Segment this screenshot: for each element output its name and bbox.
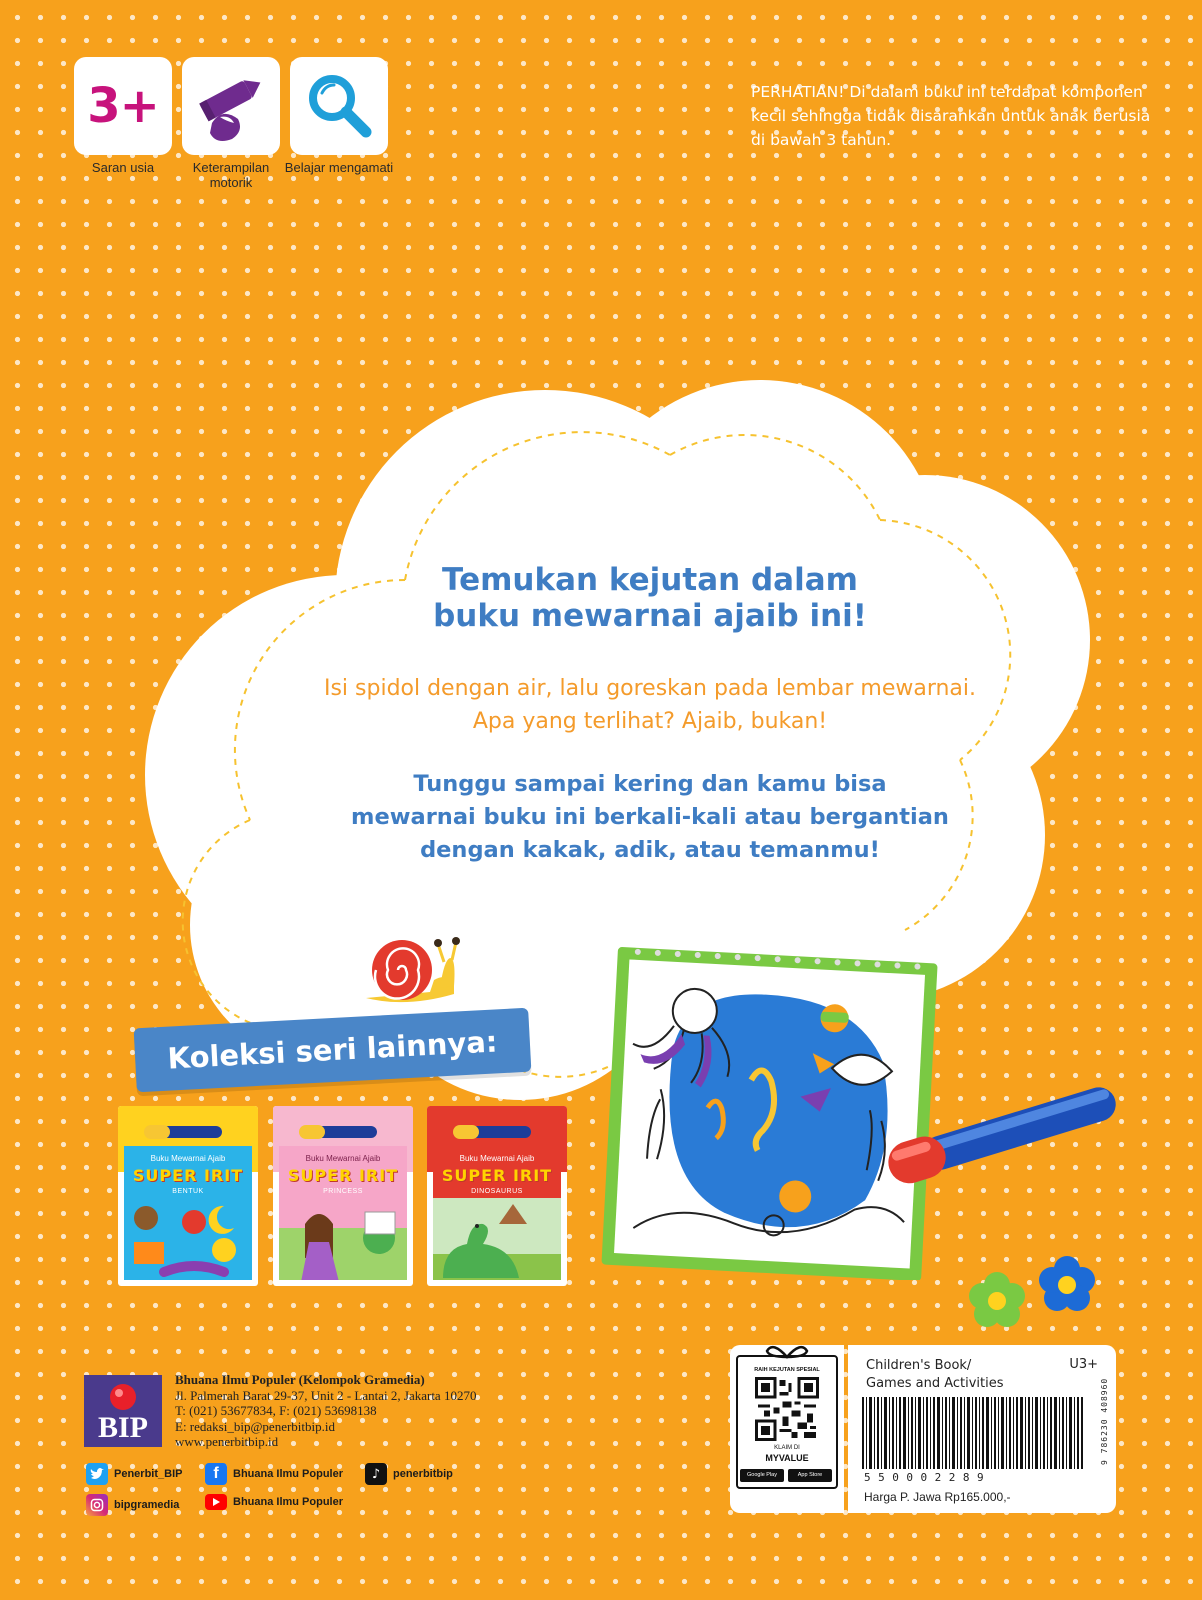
water-pen-icon: [880, 1078, 1130, 1188]
book-cover: [124, 1146, 252, 1280]
snail-illustration: [360, 930, 470, 1010]
book-subtitle: PRINCESS: [323, 1188, 363, 1195]
google-play-badge[interactable]: Google Play: [740, 1469, 784, 1482]
book-title: SUPER IRIT: [287, 1166, 399, 1185]
social-instagram[interactable]: [86, 1494, 179, 1516]
publisher-phone: T: (021) 53677834, F: (021) 53698138: [175, 1403, 377, 1418]
age-rating: U3+: [1069, 1357, 1098, 1372]
publisher-info: [175, 1372, 476, 1450]
social-youtube[interactable]: [205, 1494, 343, 1510]
pen-icon: [451, 1123, 535, 1141]
book-illustration: [279, 1198, 407, 1280]
flowers-illustration: [955, 1255, 1105, 1335]
instagram-icon: [86, 1494, 108, 1516]
book-subtitle: BENTUK: [172, 1188, 204, 1195]
publisher-address: Jl. Palmerah Barat 29-37, Unit 2 - Lantai 2, Jakarta 10270: [175, 1387, 477, 1403]
book-illustration: [433, 1198, 561, 1280]
book-cover: [279, 1146, 407, 1280]
book-series: Buku Mewarnai Ajaib: [459, 1154, 535, 1163]
pen-icon: [297, 1123, 381, 1141]
instruction-text: [300, 672, 1000, 738]
social-twitter[interactable]: [86, 1463, 182, 1485]
pen-icon: [142, 1123, 226, 1141]
price-text: Harga P. Jawa Rp165.000,-: [864, 1490, 1011, 1504]
book-thumb-bentuk[interactable]: [118, 1106, 258, 1286]
book-thumb-princess[interactable]: [273, 1106, 413, 1286]
book-category-line-1: Children's Book/: [866, 1358, 972, 1373]
qr-code-icon[interactable]: [755, 1377, 819, 1441]
barcode-panel: [848, 1345, 1116, 1513]
reuse-line-2: mewarnai buku ini berkali-kali atau bergantian: [351, 804, 949, 830]
qr-panel: [730, 1345, 844, 1513]
publisher-logo: [84, 1375, 162, 1447]
book-series: Buku Mewarnai Ajaib: [150, 1154, 226, 1163]
observe-badge-label: Belajar mengamati: [284, 160, 394, 175]
book-category-line-2: Games and Activities: [866, 1376, 1004, 1391]
publisher-email: E: redaksi_bip@penerbitbip.id: [175, 1418, 335, 1434]
book-title: SUPER IRIT: [132, 1166, 244, 1185]
headline-line-2: buku mewarnai ajaib ini!: [433, 598, 867, 634]
barcode-digits: 550002289: [864, 1471, 992, 1484]
warning-text: PERHATIAN! Di dalam buku ini terdapat komponen kecil sehingga tidak disarankan untuk anak berusia di bawah 3 tahun.: [751, 83, 1151, 149]
reuse-line-3: dengan kakak, adik, atau temanmu!: [420, 837, 880, 863]
book-title: SUPER IRIT: [441, 1166, 553, 1185]
book-illustration: [124, 1198, 252, 1280]
barcode-icon: [862, 1397, 1084, 1469]
gift-bow-icon: [760, 1343, 814, 1361]
social-tiktok[interactable]: [365, 1463, 453, 1485]
facebook-icon: f: [205, 1463, 227, 1485]
motor-badge-label: Keterampilan motorik: [192, 160, 270, 190]
bip-logo-text: BIP: [97, 1411, 148, 1444]
reuse-line-1: Tunggu sampai kering dan kamu bisa: [413, 771, 887, 797]
facebook-handle: Bhuana Ilmu Populer: [233, 1468, 344, 1480]
youtube-icon: [205, 1494, 227, 1510]
koleksi-banner: Koleksi seri lainnya:: [134, 1008, 532, 1093]
book-thumb-dinosaurus[interactable]: [427, 1106, 567, 1286]
instagram-handle: bipgramedia: [114, 1499, 180, 1511]
book-category: [866, 1357, 1004, 1393]
tiktok-handle: penerbitbip: [393, 1468, 453, 1480]
book-subtitle: DINOSAURUS: [471, 1188, 523, 1195]
qr-myvalue-text: MYVALUE: [765, 1453, 809, 1463]
age-badge-label: Saran usia: [91, 160, 155, 175]
app-store-badge[interactable]: App Store: [788, 1469, 832, 1482]
tiktok-icon: ♪: [365, 1463, 387, 1485]
headline: [300, 562, 1000, 634]
instruction-line-2: Apa yang terlihat? Ajaib, bukan!: [472, 709, 828, 734]
twitter-handle: Penerbit_BIP: [114, 1468, 183, 1480]
isbn-vertical: [1100, 1377, 1110, 1465]
age-3plus-icon: 3+: [87, 78, 159, 134]
isbn-number: 9 786230 408960: [1100, 1377, 1109, 1465]
social-facebook[interactable]: [205, 1463, 343, 1485]
reuse-text: [300, 768, 1000, 867]
publisher-web: www.penerbitbip.id: [175, 1434, 279, 1449]
publisher-name: Bhuana Ilmu Populer (Kelompok Gramedia): [175, 1372, 425, 1387]
twitter-icon: [86, 1463, 108, 1485]
youtube-handle: Bhuana Ilmu Populer: [233, 1496, 344, 1508]
qr-claim-text: KLAIM DI: [774, 1445, 800, 1451]
instruction-line-1: Isi spidol dengan air, lalu goreskan pada lembar mewarnai.: [323, 676, 977, 701]
book-cover: [433, 1146, 561, 1280]
headline-line-1: Temukan kejutan dalam: [442, 562, 858, 598]
book-series: Buku Mewarnai Ajaib: [305, 1154, 381, 1163]
qr-top-text: RAIH KEJUTAN SPESIAL: [754, 1367, 820, 1373]
